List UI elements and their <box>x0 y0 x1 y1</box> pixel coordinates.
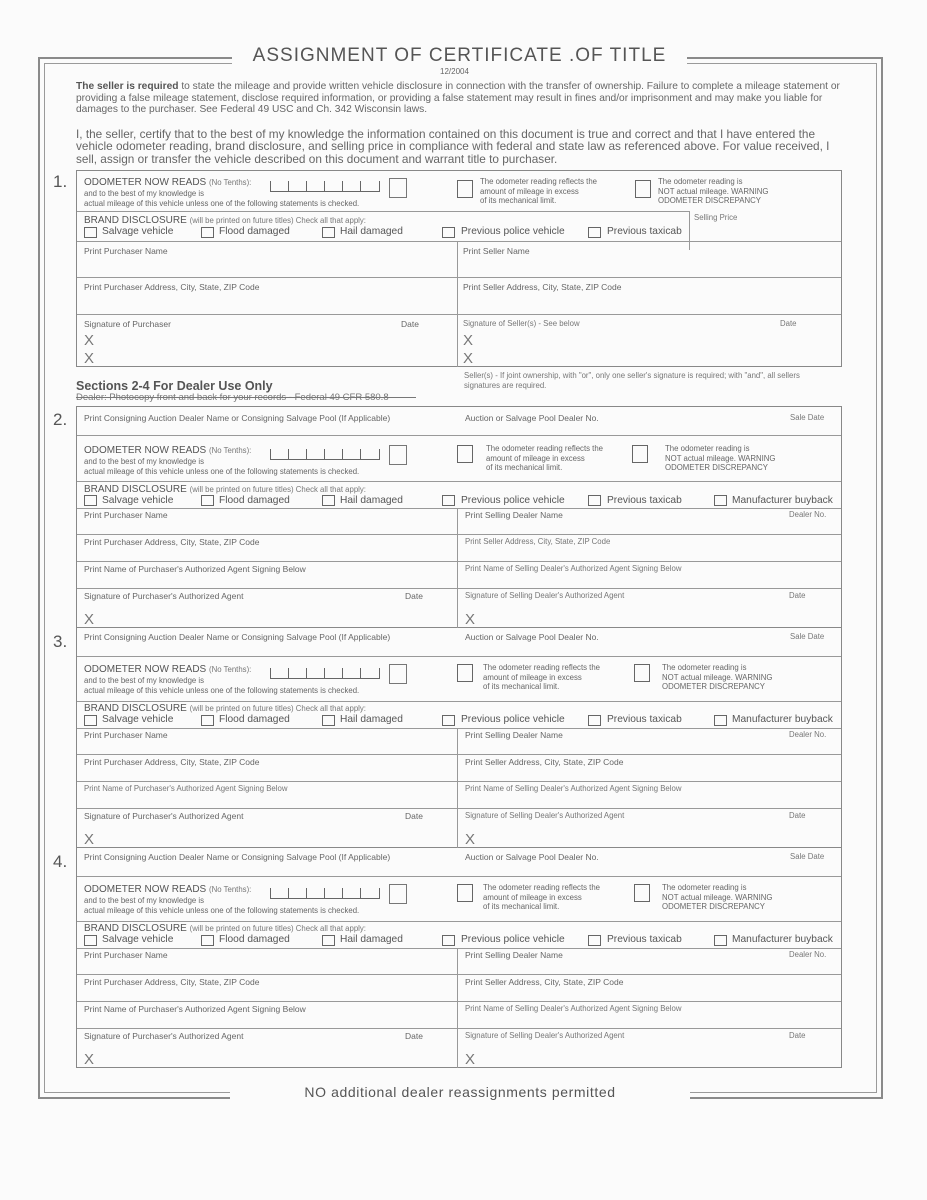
police-label: Previous police vehicle <box>461 495 565 506</box>
seller-agent-sign-x: X <box>465 611 476 628</box>
salvage-label: Salvage vehicle <box>102 226 174 237</box>
seller-agent-name-field[interactable]: Print Name of Selling Dealer's Authorized Agent Signing Below <box>465 784 682 793</box>
purchaser-agent-name-field[interactable]: Print Name of Purchaser's Authorized Agent Signing Below <box>84 784 288 793</box>
brand-disclosure-label: BRAND DISCLOSURE (will be printed on future titles) Check all that apply: <box>84 484 366 495</box>
seller-agent-signature-field[interactable]: Signature of Selling Dealer's Authorized Agent <box>465 811 625 820</box>
buyback-checkbox[interactable] <box>714 935 727 946</box>
odometer-label: ODOMETER NOW READS (No Tenths): <box>84 884 252 895</box>
seller-agent-name-field[interactable]: Print Name of Selling Dealer's Authorized Agent Signing Below <box>465 1004 682 1013</box>
not-actual-mileage-checkbox[interactable] <box>632 445 648 463</box>
sale-date-field[interactable]: Sale Date <box>790 413 825 422</box>
police-label: Previous police vehicle <box>461 934 565 945</box>
dealer-no-field[interactable]: Dealer No. <box>789 950 827 959</box>
buyback-checkbox[interactable] <box>714 715 727 726</box>
flood-label: Flood damaged <box>219 495 290 506</box>
purchaser-agent-name-field[interactable]: Print Name of Purchaser's Authorized Agent Signing Below <box>84 564 306 574</box>
dealer-photocopy-note: Dealer: Photocopy front and back for your records - Federal 49 CFR 580.8 <box>76 392 389 403</box>
police-checkbox[interactable] <box>442 715 455 726</box>
seller-sign-x-1: X <box>463 332 474 349</box>
salvage-checkbox[interactable] <box>84 495 97 506</box>
section-1 <box>76 170 842 367</box>
buyback-checkbox[interactable] <box>714 495 727 506</box>
seller-agent-date: Date <box>789 811 806 820</box>
selling-price-label: Selling Price <box>694 213 738 222</box>
taxicab-checkbox[interactable] <box>588 495 601 506</box>
seller-agent-date: Date <box>789 591 806 600</box>
salvage-label: Salvage vehicle <box>102 495 174 506</box>
odometer-tenths-box[interactable] <box>389 664 407 684</box>
section-2 <box>76 406 842 628</box>
odometer-digit-field[interactable] <box>270 448 380 460</box>
hail-checkbox[interactable] <box>322 495 335 506</box>
purchaser-sign-x-2: X <box>84 350 95 367</box>
section-1-number: 1. <box>53 172 68 191</box>
taxicab-label: Previous taxicab <box>607 934 682 945</box>
salvage-label: Salvage vehicle <box>102 934 174 945</box>
odometer-tenths-box[interactable] <box>389 178 407 198</box>
section-4 <box>76 848 842 1068</box>
sale-date-field[interactable]: Sale Date <box>790 852 825 861</box>
hail-label: Hail damaged <box>340 495 403 506</box>
not-actual-mileage-statement: The odometer reading is NOT actual mileage. WARNING ODOMETER DISCREPANCY <box>662 883 773 912</box>
mechanical-limit-checkbox[interactable] <box>457 664 473 682</box>
seller-agent-signature-field[interactable]: Signature of Selling Dealer's Authorized Agent <box>465 591 625 600</box>
mechanical-limit-checkbox[interactable] <box>457 884 473 902</box>
salvage-checkbox[interactable] <box>84 227 97 238</box>
section-3-number: 3. <box>53 632 68 651</box>
auction-dealer-no-field[interactable]: Auction or Salvage Pool Dealer No. <box>465 413 599 423</box>
auction-dealer-no-field[interactable]: Auction or Salvage Pool Dealer No. <box>465 852 599 862</box>
brand-disclosure-label: BRAND DISCLOSURE (will be printed on future titles) Check all that apply: <box>84 215 366 226</box>
seller-agent-signature-field[interactable]: Signature of Selling Dealer's Authorized Agent <box>465 1031 625 1040</box>
salvage-label: Salvage vehicle <box>102 714 174 725</box>
odometer-digit-field[interactable] <box>270 887 380 899</box>
purchaser-name-field[interactable]: Print Purchaser Name <box>84 730 168 740</box>
hail-label: Hail damaged <box>340 934 403 945</box>
buyback-label: Manufacturer buyback <box>732 934 833 945</box>
odometer-digit-field[interactable] <box>270 180 380 192</box>
purchaser-signature-field[interactable]: Signature of Purchaser <box>84 319 171 329</box>
taxicab-checkbox[interactable] <box>588 227 601 238</box>
brand-disclosure-label: BRAND DISCLOSURE (will be printed on future titles) Check all that apply: <box>84 923 366 934</box>
purchaser-address-field[interactable]: Print Purchaser Address, City, State, ZIP Code <box>84 977 260 987</box>
flood-checkbox[interactable] <box>201 495 214 506</box>
not-actual-mileage-checkbox[interactable] <box>635 180 651 198</box>
purchaser-name-field[interactable]: Print Purchaser Name <box>84 950 168 960</box>
odometer-statement: and to the best of my knowledge is actual mileage of this vehicle unless one of the following statements is checked. <box>84 896 360 915</box>
taxicab-label: Previous taxicab <box>607 226 682 237</box>
buyback-label: Manufacturer buyback <box>732 714 833 725</box>
seller-certification: I, the seller, certify that to the best of my knowledge the information contained on this document is true and correct and that I have entered the vehicle odometer reading, brand disclosure, and selling price in compliance with federal and state law as referenced above. For value received, I sell, assign or transfer the vehicle described on this document and warrant title to purchaser. <box>76 127 830 166</box>
taxicab-label: Previous taxicab <box>607 714 682 725</box>
mechanical-limit-statement: The odometer reading reflects the amount of mileage in excess of its mechanical limit. <box>486 444 604 473</box>
purchaser-address-field[interactable]: Print Purchaser Address, City, State, ZIP Code <box>84 282 260 292</box>
section-4-number: 4. <box>53 852 68 871</box>
purchaser-agent-date: Date <box>405 811 423 821</box>
police-label: Previous police vehicle <box>461 226 565 237</box>
seller-sign-x-2: X <box>463 350 474 367</box>
purchaser-agent-date: Date <box>405 591 423 601</box>
purchaser-signature-date: Date <box>401 319 419 329</box>
dealer-no-field[interactable]: Dealer No. <box>789 510 827 519</box>
flood-checkbox[interactable] <box>201 715 214 726</box>
odometer-tenths-box[interactable] <box>389 884 407 904</box>
brand-disclosure-label: BRAND DISCLOSURE (will be printed on future titles) Check all that apply: <box>84 703 366 714</box>
seller-notice-text: to state the mileage and provide written vehicle disclosure in connection with the transfer of ownership. Failure to complete a mileage statement or providing a false mileage statement, disclose required information, or providing a false statement may result in fines and/or imprisonment and may make you liable for damages to the purchaser. See Federal 49 USC and Ch. 342 Wisconsin laws. <box>76 81 840 116</box>
purchaser-agent-signature-field[interactable]: Signature of Purchaser's Authorized Agent <box>84 811 244 821</box>
odometer-label: ODOMETER NOW READS (No Tenths): <box>84 664 252 675</box>
seller-name-field[interactable]: Print Seller Name <box>463 246 530 256</box>
selling-dealer-name-field[interactable]: Print Selling Dealer Name <box>465 510 563 520</box>
not-actual-mileage-statement: The odometer reading is NOT actual mileage. WARNING ODOMETER DISCREPANCY <box>662 663 773 692</box>
mechanical-limit-statement: The odometer reading reflects the amount of mileage in excess of its mechanical limit. <box>483 883 601 912</box>
seller-agent-sign-x: X <box>465 1051 476 1068</box>
joint-ownership-note-1: Seller(s) - If joint ownership, with "or", only one seller's signature is required; with "and", all sellers <box>464 371 800 380</box>
flood-label: Flood damaged <box>219 226 290 237</box>
section-3 <box>76 628 842 848</box>
purchaser-agent-date: Date <box>405 1031 423 1041</box>
selling-dealer-name-field[interactable]: Print Selling Dealer Name <box>465 730 563 740</box>
seller-agent-date: Date <box>789 1031 806 1040</box>
auction-dealer-no-field[interactable]: Auction or Salvage Pool Dealer No. <box>465 632 599 642</box>
odometer-digit-field[interactable] <box>270 667 380 679</box>
hail-checkbox[interactable] <box>322 935 335 946</box>
taxicab-label: Previous taxicab <box>607 495 682 506</box>
not-actual-mileage-statement: The odometer reading is NOT actual mileage. WARNING ODOMETER DISCREPANCY <box>658 177 769 206</box>
hail-label: Hail damaged <box>340 714 403 725</box>
odometer-label: ODOMETER NOW READS (No Tenths): <box>84 177 252 188</box>
odometer-statement: and to the best of my knowledge is actual mileage of this vehicle unless one of the following statements is checked. <box>84 189 360 208</box>
purchaser-sign-x-1: X <box>84 332 95 349</box>
odometer-tenths-box[interactable] <box>389 445 407 465</box>
seller-agent-name-field[interactable]: Print Name of Selling Dealer's Authorized Agent Signing Below <box>465 564 682 573</box>
seller-signature-date: Date <box>780 319 797 328</box>
auction-dealer-name-field[interactable]: Print Consigning Auction Dealer Name or Consigning Salvage Pool (If Applicable) <box>84 413 391 423</box>
odometer-statement: and to the best of my knowledge is actual mileage of this vehicle unless one of the following statements is checked. <box>84 676 360 695</box>
seller-signature-field[interactable]: Signature of Seller(s) - See below <box>463 319 580 328</box>
purchaser-agent-name-field[interactable]: Print Name of Purchaser's Authorized Agent Signing Below <box>84 1004 306 1014</box>
no-reassignments-footer: NO additional dealer reassignments permitted <box>230 1084 690 1100</box>
auction-dealer-name-field[interactable]: Print Consigning Auction Dealer Name or Consigning Salvage Pool (If Applicable) <box>84 852 391 862</box>
police-checkbox[interactable] <box>442 935 455 946</box>
flood-checkbox[interactable] <box>201 935 214 946</box>
auction-dealer-name-field[interactable]: Print Consigning Auction Dealer Name or Consigning Salvage Pool (If Applicable) <box>84 632 391 642</box>
police-checkbox[interactable] <box>442 495 455 506</box>
seller-address-field[interactable]: Print Seller Address, City, State, ZIP Code <box>465 977 624 987</box>
purchaser-agent-signature-field[interactable]: Signature of Purchaser's Authorized Agent <box>84 591 244 601</box>
form-title: ASSIGNMENT OF CERTIFICATE .OF TITLE <box>232 45 687 67</box>
mechanical-limit-checkbox[interactable] <box>457 445 473 463</box>
hail-checkbox[interactable] <box>322 715 335 726</box>
purchaser-name-field[interactable]: Print Purchaser Name <box>84 246 168 256</box>
buyback-label: Manufacturer buyback <box>732 495 833 506</box>
purchaser-address-field[interactable]: Print Purchaser Address, City, State, ZIP Code <box>84 757 260 767</box>
purchaser-agent-signature-field[interactable]: Signature of Purchaser's Authorized Agent <box>84 1031 244 1041</box>
dealer-use-heading: Sections 2-4 For Dealer Use Only <box>76 379 273 393</box>
odometer-label: ODOMETER NOW READS (No Tenths): <box>84 445 252 456</box>
hail-label: Hail damaged <box>340 226 403 237</box>
seller-notice <box>76 81 844 116</box>
purchaser-agent-sign-x: X <box>84 611 95 628</box>
odometer-statement: and to the best of my knowledge is actual mileage of this vehicle unless one of the following statements is checked. <box>84 457 360 476</box>
not-actual-mileage-checkbox[interactable] <box>634 664 650 682</box>
seller-address-field[interactable]: Print Seller Address, City, State, ZIP Code <box>465 757 624 767</box>
mechanical-limit-statement: The odometer reading reflects the amount of mileage in excess of its mechanical limit. <box>483 663 601 692</box>
mechanical-limit-checkbox[interactable] <box>457 180 473 198</box>
section-2-number: 2. <box>53 410 68 429</box>
not-actual-mileage-checkbox[interactable] <box>634 884 650 902</box>
flood-checkbox[interactable] <box>201 227 214 238</box>
seller-address-field[interactable]: Print Seller Address, City, State, ZIP Code <box>465 537 611 546</box>
police-label: Previous police vehicle <box>461 714 565 725</box>
purchaser-agent-sign-x: X <box>84 831 95 848</box>
salvage-checkbox[interactable] <box>84 935 97 946</box>
selling-dealer-name-field[interactable]: Print Selling Dealer Name <box>465 950 563 960</box>
taxicab-checkbox[interactable] <box>588 715 601 726</box>
flood-label: Flood damaged <box>219 714 290 725</box>
joint-ownership-note-2: signatures are required. <box>464 381 547 390</box>
hail-checkbox[interactable] <box>322 227 335 238</box>
sale-date-field[interactable]: Sale Date <box>790 632 825 641</box>
not-actual-mileage-statement: The odometer reading is NOT actual mileage. WARNING ODOMETER DISCREPANCY <box>665 444 776 473</box>
purchaser-address-field[interactable]: Print Purchaser Address, City, State, ZIP Code <box>84 537 260 547</box>
salvage-checkbox[interactable] <box>84 715 97 726</box>
seller-agent-sign-x: X <box>465 831 476 848</box>
purchaser-name-field[interactable]: Print Purchaser Name <box>84 510 168 520</box>
purchaser-agent-sign-x: X <box>84 1051 95 1068</box>
police-checkbox[interactable] <box>442 227 455 238</box>
taxicab-checkbox[interactable] <box>588 935 601 946</box>
mechanical-limit-statement: The odometer reading reflects the amount of mileage in excess of its mechanical limit. <box>480 177 598 206</box>
flood-label: Flood damaged <box>219 934 290 945</box>
form-revision: 12/2004 <box>440 67 469 76</box>
seller-address-field[interactable]: Print Seller Address, City, State, ZIP Code <box>463 282 622 292</box>
seller-notice-bold: The seller is required <box>76 81 179 92</box>
dealer-no-field[interactable]: Dealer No. <box>789 730 827 739</box>
